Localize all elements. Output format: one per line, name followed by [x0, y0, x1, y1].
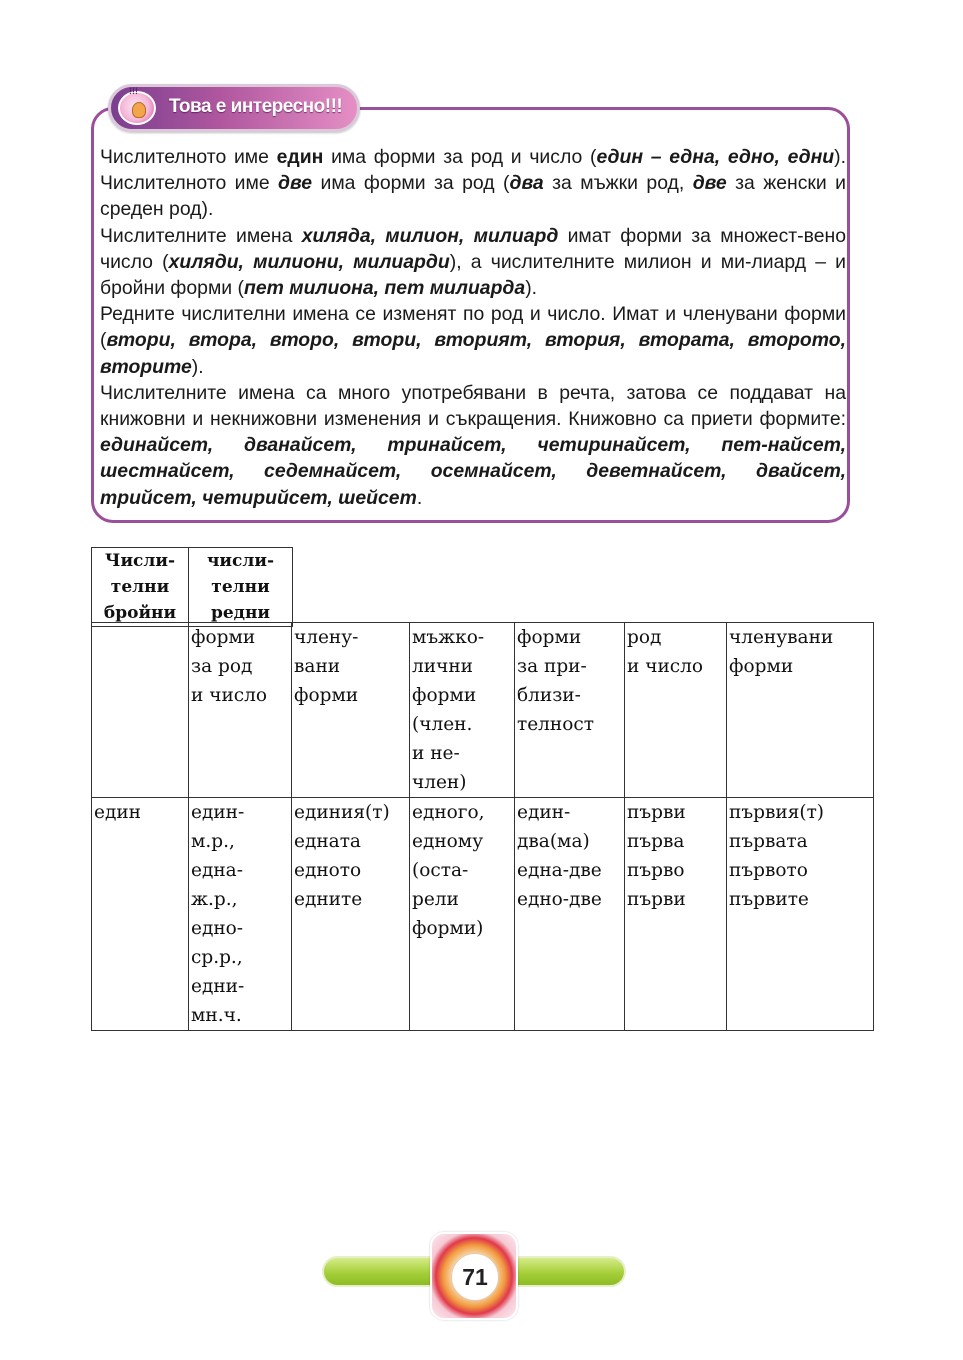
cell-line: лични: [412, 656, 473, 677]
cell-line: едному: [412, 831, 484, 852]
cell-line: форми: [294, 685, 359, 706]
cell-line: едно-две: [517, 889, 602, 910]
cell-line: една-две: [517, 860, 602, 881]
info-text: [100, 144, 846, 511]
text-run: Редните числителни имена се изменят по род и число. Имат и членувани форми (: [100, 303, 846, 352]
text-run: ). Числителното име: [100, 146, 846, 195]
page-number-circle: [451, 1253, 499, 1301]
table-cell: [292, 623, 410, 798]
text-run: .: [416, 486, 423, 509]
cell-line: първото: [729, 860, 808, 881]
table-cell: [515, 798, 625, 1031]
cell-line: род: [627, 627, 662, 648]
table-cell: [625, 623, 727, 798]
cell-line: членувани: [729, 627, 834, 648]
cell-line: форми: [191, 627, 256, 648]
text-run: един – една, едно, едни: [596, 146, 835, 168]
info-paragraph-2: [100, 223, 846, 302]
text-run: два: [509, 172, 544, 195]
cell-line: една-: [191, 860, 243, 881]
cell-line: и число: [627, 656, 704, 677]
cell-line: телни: [110, 577, 170, 597]
info-title: Това е интересно!!!: [169, 96, 343, 117]
table-cell: [727, 623, 874, 798]
badge-exclamation: !!!: [129, 86, 138, 96]
header-ordinal: [189, 548, 293, 627]
text-run: единайсет, дванайсет, тринайсет, четиринайсет, пет-найсет, шестнайсет, седемнайсет, осемнайсет, деветнайсет, двайсет, трийсет, четирийсет, шейсет: [100, 434, 846, 509]
text-run: пет милиона, пет милиарда: [243, 277, 526, 300]
text-run: две: [278, 172, 313, 195]
cell-line: едното: [294, 860, 362, 881]
info-paragraph-4: [100, 380, 846, 511]
cell-line: Числи-: [104, 551, 176, 571]
cell-line: телност: [517, 714, 594, 735]
cell-line: (член.: [412, 714, 473, 735]
cell-line: първо: [627, 860, 685, 881]
cell-line: форми: [729, 656, 794, 677]
text-run: има форми за род и число (: [323, 146, 597, 168]
text-run: хиляда, милион, милиард: [301, 224, 559, 247]
cell-line: ж.р.,: [191, 889, 238, 910]
cell-line: един-: [191, 802, 245, 823]
cell-line: първи: [627, 889, 686, 910]
cell-line: форми: [412, 685, 477, 706]
table-cell: [189, 798, 292, 1031]
table-cell: [189, 623, 292, 798]
table-row: [92, 798, 874, 1031]
numerals-table: [91, 622, 874, 1031]
info-paragraph-3: [100, 301, 846, 380]
header-cardinal: [92, 548, 189, 627]
cell-line: два(ма): [517, 831, 590, 852]
page-number: 71: [462, 1264, 488, 1290]
info-paragraph-1: [100, 144, 846, 223]
text-run: ).: [525, 277, 538, 300]
text-run: има форми за род (: [312, 172, 510, 195]
text-run: втори, втора, второ, втори, вторият, втория, втората, второто, вторите: [100, 329, 846, 378]
cell-line: м.р.,: [191, 831, 235, 852]
table-cell: [410, 798, 515, 1031]
text-run: Числителните имена: [100, 224, 302, 247]
cell-line: за при-: [517, 656, 587, 677]
cell-line: за род: [191, 656, 253, 677]
cell-line: телни: [211, 577, 270, 597]
table-row: [92, 623, 874, 798]
cell-line: и не-: [412, 743, 460, 764]
cell-line: форми: [517, 627, 582, 648]
cell-line: първата: [729, 831, 808, 852]
cell-line: първа: [627, 831, 685, 852]
cell-line: близи-: [517, 685, 581, 706]
cell-line: мн.ч.: [191, 1005, 242, 1026]
table-cell: [92, 623, 189, 798]
cell-line: и число: [191, 685, 268, 706]
cell-line: рели: [412, 889, 459, 910]
text-run: две: [692, 172, 727, 195]
table-cell: [727, 798, 874, 1031]
cell-line: (оста-: [412, 860, 469, 881]
cell-line: един: [94, 802, 141, 823]
cell-line: вани: [294, 656, 341, 677]
numerals-header-table: [91, 547, 293, 627]
cell-line: числи-: [206, 551, 275, 571]
lightbulb-icon: [118, 86, 156, 125]
info-badge: [108, 84, 360, 132]
cell-line: едната: [294, 831, 361, 852]
cell-line: едните: [294, 889, 363, 910]
text-run: имат форми за множест-вено число (: [100, 224, 846, 273]
cell-line: мъжко-: [412, 627, 485, 648]
cell-line: един-: [517, 802, 571, 823]
cell-line: единия(т): [294, 802, 390, 823]
text-run: Числителните имена са много употребявани в речта, затова се поддават на книжовни и некнижовни изменения и съкращения. Книжовно са приети формите:: [100, 381, 846, 431]
cell-line: редни: [210, 603, 271, 623]
cell-line: едного,: [412, 802, 485, 823]
text-run: един: [276, 146, 324, 168]
cell-line: едно-: [191, 918, 244, 939]
table-cell: [515, 623, 625, 798]
page-number-badge: [430, 1232, 518, 1320]
text-run: ), а числителните милион и ми-лиард – и бройни форми (: [100, 250, 846, 300]
bulb-shape: [132, 102, 146, 118]
cell-line: първи: [627, 802, 686, 823]
cell-line: едни-: [191, 976, 245, 997]
cell-line: член): [412, 772, 467, 793]
table-cell: [292, 798, 410, 1031]
cell-line: първите: [729, 889, 809, 910]
text-run: за женски и среден род).: [100, 172, 846, 221]
cell-line: първия(т): [729, 802, 825, 823]
cell-line: члену-: [294, 627, 359, 648]
cell-line: форми): [412, 918, 484, 939]
cell-line: ср.р.,: [191, 947, 243, 968]
table-cell: [410, 623, 515, 798]
text-run: за мъжки род,: [543, 172, 693, 195]
text-run: хиляди, милиони, милиарди: [168, 250, 450, 273]
table-cell: [625, 798, 727, 1031]
table-cell: [92, 798, 189, 1031]
cell-line: бройни: [103, 603, 177, 623]
text-run: ).: [191, 355, 204, 378]
text-run: Числителното име: [100, 146, 277, 168]
